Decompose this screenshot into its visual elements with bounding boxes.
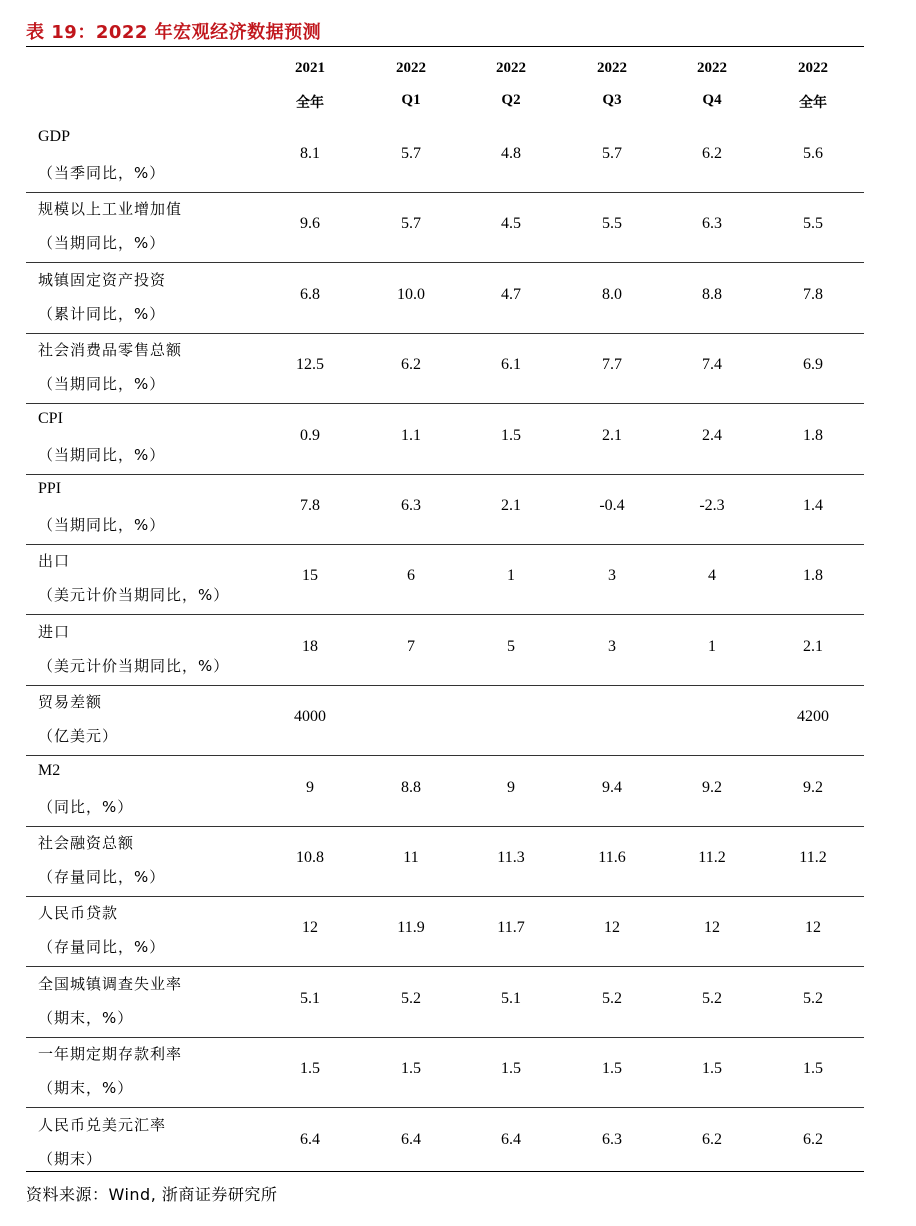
table-cell: 5.2 (602, 989, 622, 1007)
table-cell: 1.5 (300, 1060, 320, 1078)
table-cell: 12.5 (296, 356, 324, 374)
table-cell: 1.1 (401, 426, 421, 444)
table-cell: 6 (407, 567, 415, 585)
column-header-year: 2022 (697, 60, 727, 76)
column-header (361, 50, 461, 122)
table-cell: 1.5 (501, 426, 521, 444)
table-cell: 2.1 (501, 497, 521, 514)
table-cell: 11.2 (799, 849, 827, 866)
row-unit: （期末，%） (38, 1079, 134, 1098)
column-header (763, 50, 863, 122)
table-row (26, 122, 864, 193)
table-cell: 12 (302, 919, 318, 937)
table-cell: 12 (604, 919, 620, 937)
table-header (26, 50, 864, 122)
table-cell: 5.1 (501, 989, 521, 1007)
column-header (662, 50, 762, 122)
table-cell: 1 (708, 637, 716, 655)
row-unit: （当期同比，%） (38, 234, 166, 253)
column-header-year: 2022 (496, 60, 526, 76)
table-cell: 6.4 (501, 1130, 521, 1148)
table-row (26, 192, 864, 263)
table-cell: 6.4 (401, 1130, 421, 1148)
table-cell: 5.5 (602, 215, 622, 233)
column-header-year: 2021 (295, 60, 325, 76)
column-header-year: 2022 (597, 60, 627, 76)
table-cell: 6.4 (300, 1130, 320, 1148)
table-cell: 4 (708, 567, 716, 585)
table-row (26, 615, 864, 686)
table-cell: 3 (608, 567, 616, 585)
table-cell: 9 (306, 778, 314, 796)
table-cell: 11 (403, 849, 419, 866)
table-cell: 10.0 (397, 285, 425, 303)
table-cell: 4.7 (501, 285, 521, 303)
column-header-year: 2022 (798, 60, 828, 76)
column-header-period: Q1 (401, 92, 421, 108)
table-row (26, 544, 864, 615)
row-label: CPI (38, 409, 63, 427)
table-cell: 8.0 (602, 285, 622, 303)
column-header-period: 全年 (296, 95, 324, 111)
table-cell: 11.2 (698, 849, 726, 866)
table-cell: 1.8 (803, 567, 823, 585)
table-cell: 15 (302, 567, 318, 585)
table-cell: 1.5 (702, 1060, 722, 1078)
table-cell: 12 (805, 919, 821, 937)
table-cell: 7.8 (803, 285, 823, 303)
table-cell: 5.7 (602, 145, 622, 162)
row-unit: （美元计价当期同比，%） (38, 586, 230, 605)
table-cell: 1.5 (602, 1060, 622, 1078)
table-cell: 9.4 (602, 778, 622, 796)
table-cell: 2.1 (602, 426, 622, 444)
table-row (26, 967, 864, 1038)
table-row (26, 333, 864, 404)
column-header-period: Q3 (602, 92, 622, 108)
table-row (26, 826, 864, 897)
row-label: M2 (38, 761, 61, 779)
table-cell: 1.8 (803, 426, 823, 444)
row-unit: （当期同比，%） (38, 445, 166, 464)
table-cell: 5.1 (300, 989, 320, 1007)
column-header-year: 2022 (396, 60, 426, 76)
row-unit: （存量同比，%） (38, 938, 166, 957)
table-cell: 9.6 (300, 215, 320, 233)
table-cell: -0.4 (599, 497, 625, 514)
table-cell: 1.5 (501, 1060, 521, 1078)
table-cell: 3 (608, 637, 616, 655)
row-label: 出口 (38, 552, 71, 571)
row-unit: （亿美元） (38, 727, 119, 746)
bottom-rule (26, 1171, 864, 1172)
table-cell: 11.3 (497, 849, 525, 866)
table-row (26, 1037, 864, 1108)
source-note: 资料来源：Wind, 浙商证券研究所 (26, 1185, 278, 1204)
row-label: 一年期定期存款利率 (38, 1045, 183, 1064)
table-cell: 4.5 (501, 215, 521, 233)
row-unit: （美元计价当期同比，%） (38, 656, 230, 675)
table-cell: 7.7 (602, 356, 622, 374)
table-cell: 8.8 (702, 285, 722, 303)
table-cell: 2.4 (702, 426, 722, 444)
table-cell: 11.7 (497, 919, 525, 937)
table-cell: 6.3 (602, 1130, 622, 1148)
table-cell: 9.2 (803, 778, 823, 796)
table-cell: 6.2 (401, 356, 421, 374)
table-row (26, 896, 864, 967)
table-cell: 5 (507, 637, 515, 655)
row-unit: （当期同比，%） (38, 516, 166, 534)
table-cell: 6.2 (702, 145, 722, 162)
table-cell: 5.6 (803, 145, 823, 162)
table-row (26, 263, 864, 334)
table-row (26, 1108, 864, 1178)
column-header-period: 全年 (799, 95, 827, 111)
row-label: 城镇固定资产投资 (38, 270, 167, 289)
row-unit: （同比，%） (38, 797, 134, 816)
row-label: 人民币兑美元汇率 (38, 1115, 167, 1134)
row-label: 社会融资总额 (38, 834, 135, 852)
table-cell: 6.2 (803, 1130, 823, 1148)
row-label: 全国城镇调查失业率 (38, 974, 183, 993)
table-cell: 4200 (797, 708, 829, 726)
table-cell: 4.8 (501, 145, 521, 162)
table-cell: 5.7 (401, 145, 421, 162)
row-unit: （当季同比，%） (38, 164, 166, 182)
table-cell: 4000 (294, 708, 326, 726)
table-cell: 11.9 (397, 919, 425, 937)
column-header (461, 50, 561, 122)
table-row (26, 685, 864, 756)
row-unit: （期末，%） (38, 1008, 134, 1027)
table-cell: 6.9 (803, 356, 823, 374)
row-label: GDP (38, 128, 71, 145)
table-cell: 1.5 (401, 1060, 421, 1078)
table-title: 表 19：2022 年宏观经济数据预测 (26, 22, 322, 43)
row-label: PPI (38, 480, 62, 497)
table-cell: 7 (407, 637, 415, 655)
table-cell: 7.8 (300, 497, 320, 514)
table-cell: 6.3 (401, 497, 421, 514)
column-header-period: Q2 (501, 92, 521, 108)
table-cell: 5.7 (401, 215, 421, 233)
table-row (26, 474, 864, 545)
column-header (260, 50, 360, 122)
table-row (26, 756, 864, 827)
row-unit: （当期同比，%） (38, 375, 166, 394)
table-cell: 5.2 (803, 989, 823, 1007)
table-cell: 12 (704, 919, 720, 937)
row-unit: （累计同比，%） (38, 304, 166, 323)
table-cell: 9 (507, 778, 515, 796)
table-cell: 1 (507, 567, 515, 585)
table-cell: 6.3 (702, 215, 722, 233)
row-unit: （期末） (38, 1149, 103, 1168)
row-label: 进口 (38, 622, 71, 641)
table-cell: 6.8 (300, 285, 320, 303)
table-cell: 5.5 (803, 215, 823, 233)
table-cell: 18 (302, 637, 318, 655)
table-cell: 11.6 (598, 849, 626, 866)
table-cell: 1.4 (803, 497, 823, 514)
table-row (26, 404, 864, 475)
table-cell: 9.2 (702, 778, 722, 796)
column-header-period: Q4 (702, 92, 722, 108)
table-cell: 5.2 (401, 989, 421, 1007)
table-cell: 6.1 (501, 356, 521, 374)
table-cell: 10.8 (296, 849, 324, 866)
row-label: 规模以上工业增加值 (38, 200, 183, 219)
table-cell: -2.3 (699, 497, 725, 514)
table-cell: 8.8 (401, 778, 421, 796)
top-rule (26, 46, 864, 47)
table-cell: 5.2 (702, 989, 722, 1007)
row-label: 人民币贷款 (38, 904, 119, 923)
table-cell: 2.1 (803, 637, 823, 655)
row-label: 社会消费品零售总额 (38, 341, 183, 360)
table-cell: 7.4 (702, 356, 722, 374)
table-cell: 8.1 (300, 145, 320, 162)
row-unit: （存量同比，%） (38, 868, 166, 886)
table-cell: 0.9 (300, 426, 320, 444)
table-cell: 6.2 (702, 1130, 722, 1148)
table-cell: 1.5 (803, 1060, 823, 1078)
column-header (562, 50, 662, 122)
row-label: 贸易差额 (38, 693, 103, 712)
